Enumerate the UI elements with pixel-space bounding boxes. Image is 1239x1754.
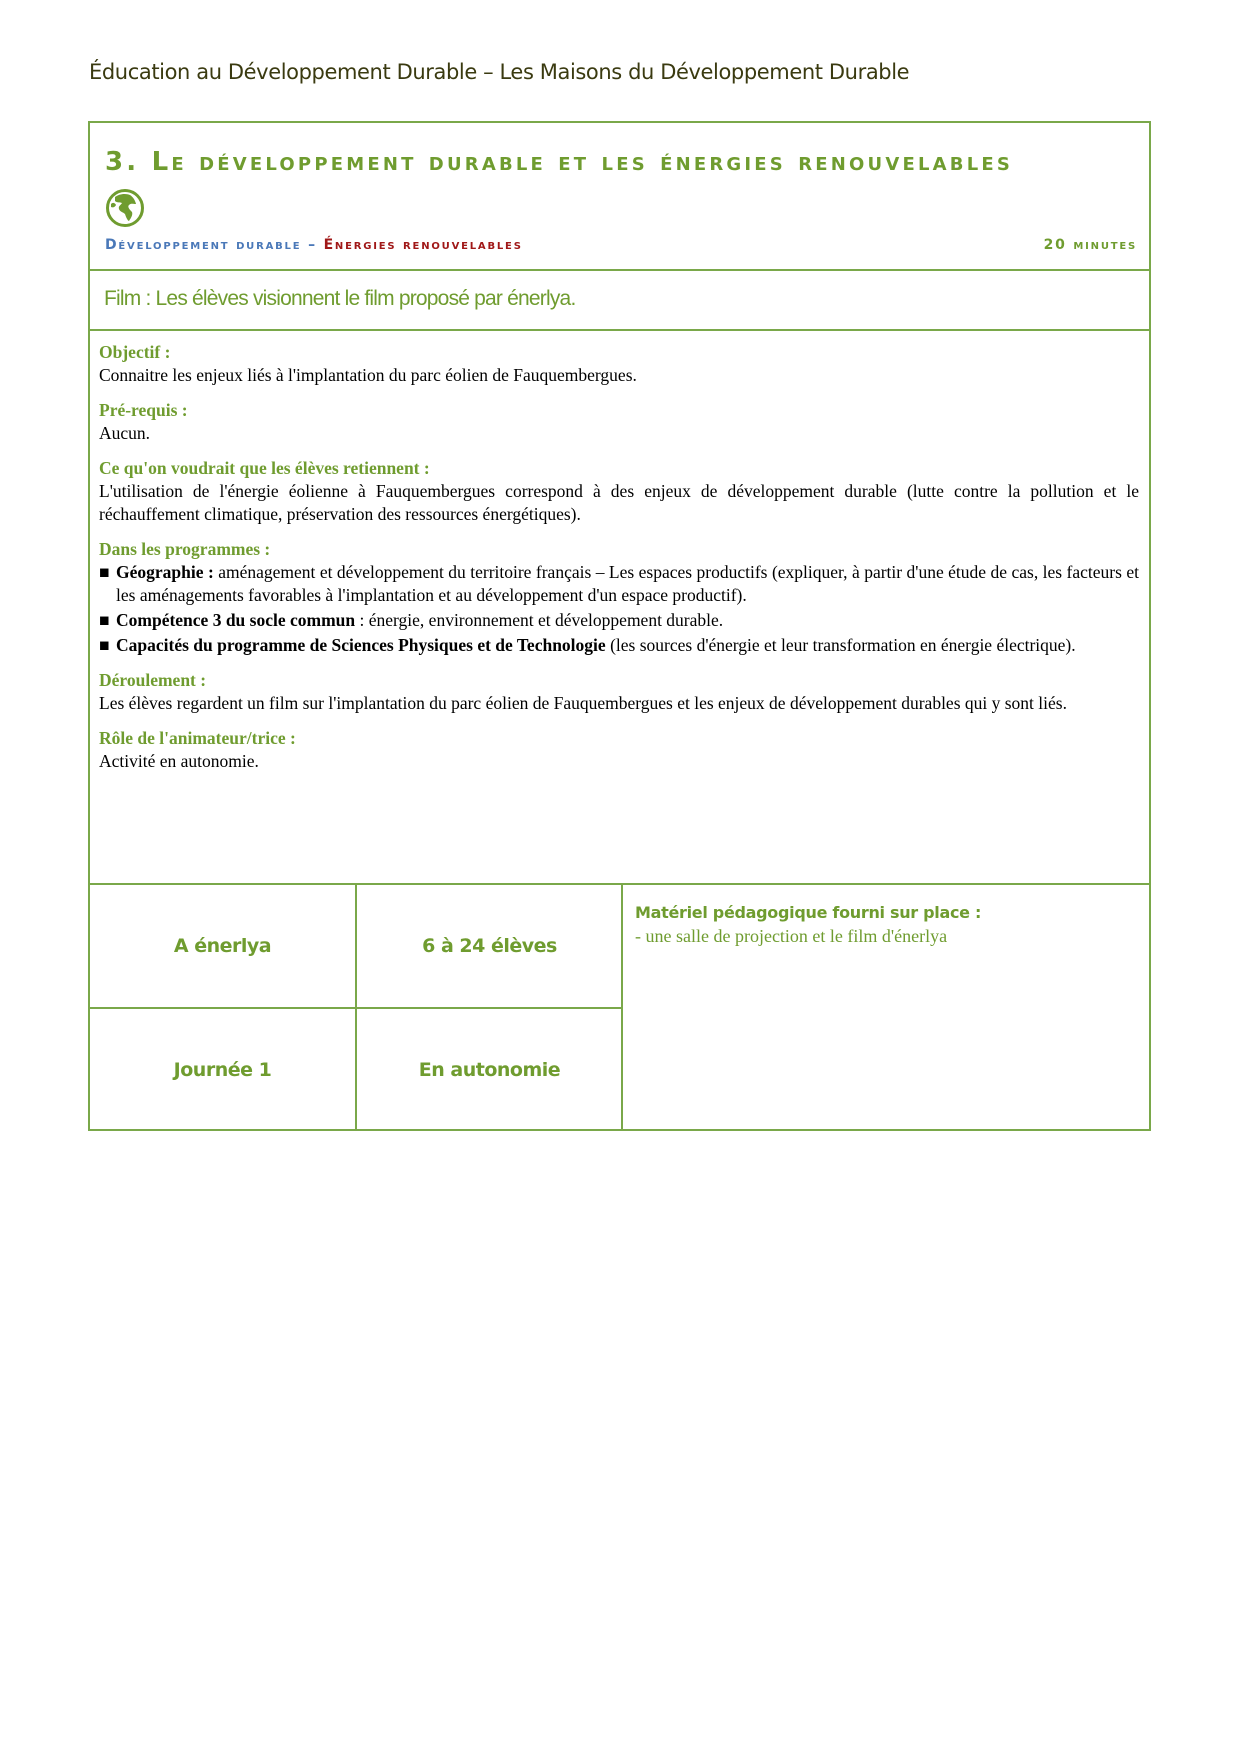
material-box [635, 903, 1139, 947]
section-text: L'utilisation de l'énergie éolienne à Fauquembergues correspond à des enjeux de développement durable (lutte contre la pollution et le réchauffement climatique, préservation des ressources énergétiques). [99, 481, 1139, 524]
item-label: Compétence 3 du socle commun [116, 610, 356, 630]
tag-separator: – [308, 237, 317, 253]
item-label: Géographie : [116, 562, 214, 582]
item-text: (les sources d'énergie et leur transformation en énergie électrique). [605, 635, 1076, 655]
tag-primary: Développement durable [105, 237, 302, 253]
section-role [99, 727, 1139, 773]
section-programmes [99, 538, 1139, 657]
subtitle-row [90, 271, 1149, 331]
activity-card [88, 121, 1151, 1131]
section-heading: Rôle de l'animateur/trice : [99, 728, 296, 748]
page-header: Éducation au Développement Durable – Les Maisons du Développement Durable [89, 60, 910, 84]
section-heading: Objectif : [99, 342, 171, 362]
list-item [99, 561, 1139, 607]
card-body [99, 341, 1139, 785]
bullet-square-icon: ■ [99, 562, 110, 582]
list-item [99, 609, 1139, 632]
bullet-square-icon: ■ [99, 635, 110, 655]
card-header [90, 123, 1149, 271]
section-objectif [99, 341, 1139, 387]
section-text: Activité en autonomie. [99, 751, 259, 771]
location-cell: A énerlya [173, 935, 272, 957]
list-item [99, 634, 1139, 657]
section-heading: Déroulement : [99, 670, 207, 690]
section-heading: Pré-requis : [99, 400, 188, 420]
section-text: Aucun. [99, 423, 151, 443]
divider [90, 1007, 622, 1009]
section-heading: Dans les programmes : [99, 539, 271, 559]
section-prerequis [99, 399, 1139, 445]
material-item: - une salle de projection et le film d'énerlya [635, 926, 948, 946]
globe-icon [105, 188, 145, 228]
duration: 20 minutes [1043, 237, 1137, 253]
item-label: Capacités du programme de Sciences Physiques et de Technologie [116, 635, 606, 655]
item-text: aménagement et développement du territoire français – Les espaces productifs (expliquer, à partir d'une étude de cas, les facteurs et les aménagements favorables à l'implantation et au développement d'un espace productif). [116, 562, 1139, 605]
item-text: : énergie, environnement et développement durable. [355, 610, 724, 630]
mode-cell: En autonomie [418, 1059, 561, 1081]
tag-secondary: Énergies renouvelables [323, 237, 523, 253]
day-cell: Journée 1 [173, 1059, 272, 1081]
bullet-square-icon: ■ [99, 610, 110, 630]
material-heading: Matériel pédagogique fourni sur place : [635, 903, 982, 922]
activity-title: 3. Le développement durable et les énergies renouvelables [105, 147, 1014, 177]
section-heading: Ce qu'on voudrait que les élèves retiennent : [99, 458, 430, 478]
activity-subtitle: Film : Les élèves visionnent le film proposé par énerlya. [104, 287, 576, 310]
section-retenir [99, 457, 1139, 526]
section-text: Les élèves regardent un film sur l'implantation du parc éolien de Fauquembergues et les enjeux de développement durables qui y sont liés. [99, 693, 1067, 713]
group-size-cell: 6 à 24 élèves [422, 935, 557, 957]
info-grid [90, 883, 1149, 1129]
section-text: Connaitre les enjeux liés à l'implantation du parc éolien de Fauquembergues. [99, 365, 637, 385]
section-deroulement [99, 669, 1139, 715]
topic-tags [105, 237, 523, 253]
